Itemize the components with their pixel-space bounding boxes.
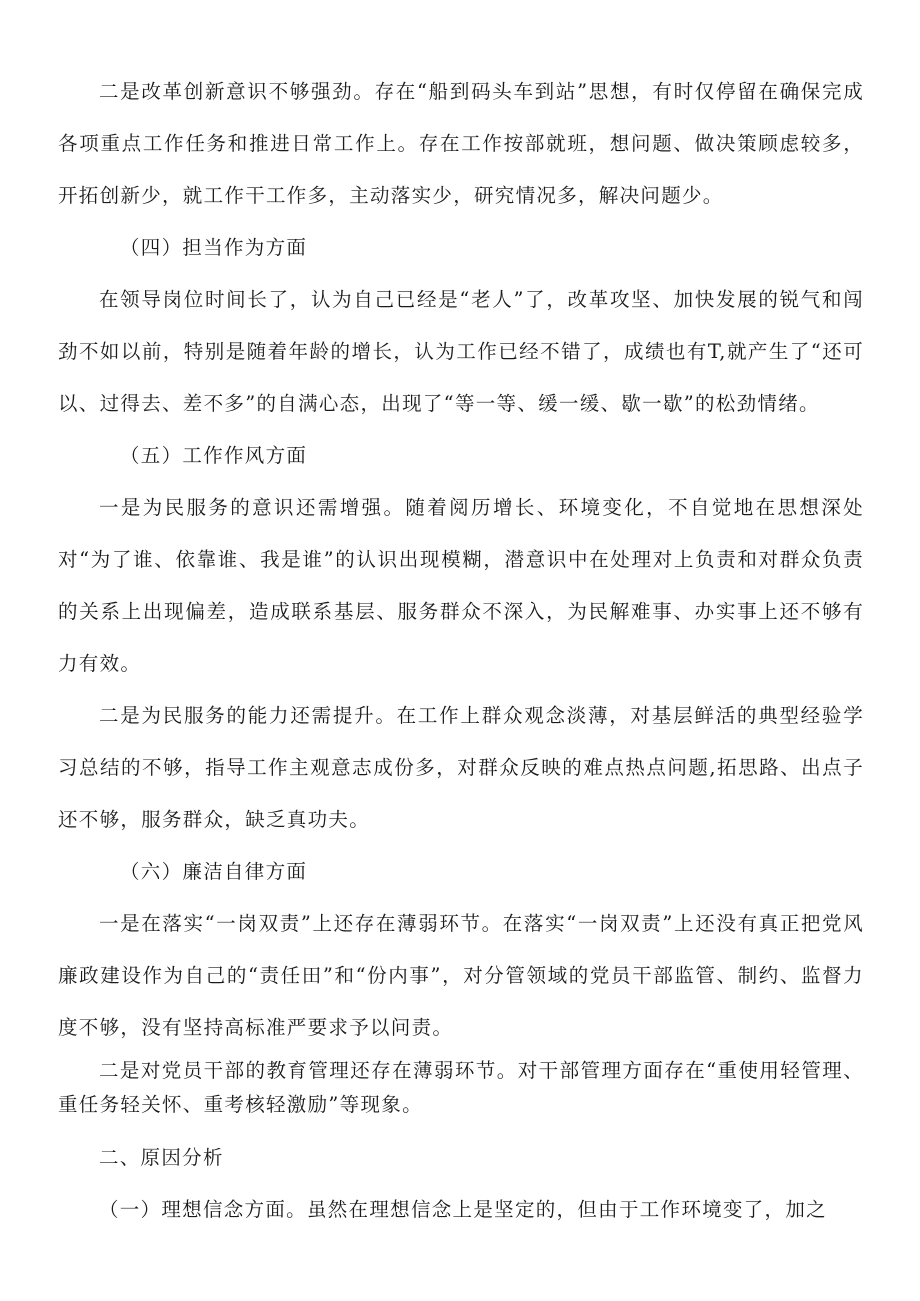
paragraph-reform-innovation: 二是改革创新意识不够强劲。存在“船到码头车到站”思想，有时仅停留在确保完成各项重点工作任务和推进日常工作上。存在工作按部就班，想问题、做决策顾虑较多，开拓创新少，就工作干工作多，主动落实少，研究情况多，解决问题少。 xyxy=(58,80,864,207)
paragraph-cadre-management: 二是对党员干部的教育管理还存在薄弱环节。对干部管理方面存在“重使用轻管理、重任务轻关怀、重考核轻激励”等现象。 xyxy=(58,1059,864,1116)
paragraph-service-awareness: 一是为民服务的意识还需增强。随着阅历增长、环境变化，不自觉地在思想深处对“为了谁、依靠谁、我是谁”的认识出现模糊，潜意识中在处理对上负责和对群众负责的关系上出现偏差，造成联系基层、服务群众不深入，为民解难事、办实事上还不够有力有效。 xyxy=(58,496,864,675)
section-heading-work-style: （五）工作作风方面 xyxy=(120,444,308,467)
section-heading-integrity: （六）廉洁自律方面 xyxy=(120,860,308,883)
paragraph-leadership-complacency: 在领导岗位时间长了，认为自己已经是“老人”了，改革攻坚、加快发展的锐气和闯劲不如以前，特别是随着年龄的增长，认为工作已经不错了，成绩也有T,就产生了“还可以、过得去、差不多”的自满心态，出现了“等一等、缓一缓、歇一歇”的松劲情绪。 xyxy=(58,288,864,415)
paragraph-service-ability: 二是为民服务的能力还需提升。在工作上群众观念淡薄，对基层鲜活的典型经验学习总结的不够，指导工作主观意志成份多，对群众反映的难点热点问题,拓思路、出点子还不够，服务群众，缺乏真功夫。 xyxy=(58,704,864,831)
document-page xyxy=(58,66,864,1236)
section-heading-responsibility: （四）担当作为方面 xyxy=(120,236,308,259)
paragraph-ideals-belief: （一）理想信念方面。虽然在理想信念上是坚定的，但由于工作环境变了，加之 xyxy=(98,1198,827,1221)
section-heading-cause-analysis: 二、原因分析 xyxy=(98,1146,224,1169)
paragraph-dual-responsibility: 一是在落实“一岗双责”上还存在薄弱环节。在落实“一岗双责”上还没有真正把党风廉政建设作为自己的“责任田”和“份内事”，对分管领域的党员干部监管、制约、监督力度不够，没有坚持高标准严要求予以问责。 xyxy=(58,912,864,1039)
